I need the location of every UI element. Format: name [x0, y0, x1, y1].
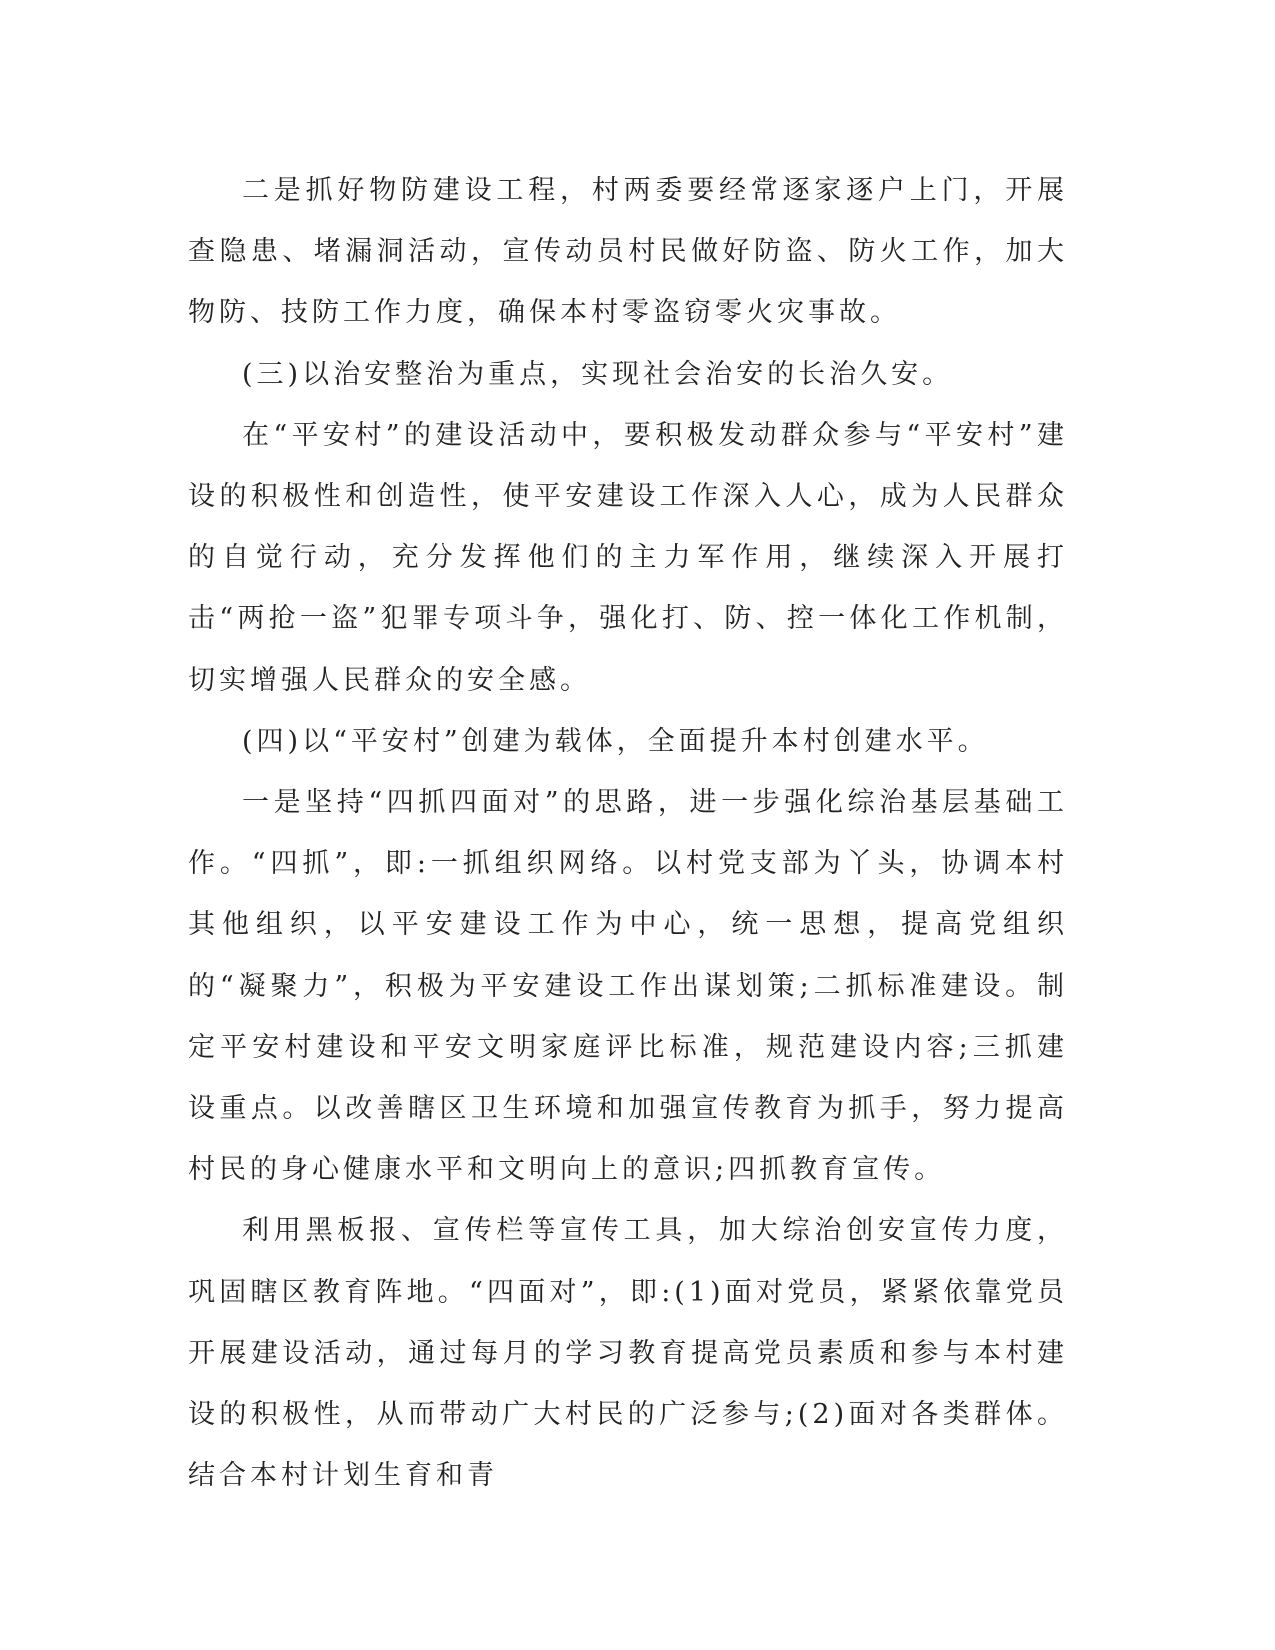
paragraph-publicity-tools: 利用黑板报、宣传栏等宣传工具，加大综治创安宣传力度，巩固瞎区教育阵地。“四面对”，即:(1)面对党员，紧紧依靠党员开展建设活动，通过每月的学习教育提高党员素质和参与本村建设的积极性，从而带动广大村民的广泛参与;(2)面对各类群体。结合本村计划生育和青 [188, 1215, 1068, 1492]
heading-section-4: (四)以“平安村”创建为载体，全面提升本村创建水平。 [242, 725, 989, 757]
paragraph-safe-village-activity: 在“平安村”的建设活动中，要积极发动群众参与“平安村”建设的积极性和创造性，使平安建设工作深入人心，成为人民群众的自觉行动，充分发挥他们的主力军作用，继续深入开展打击“两抢一盗”犯罪专项斗争，强化打、防、控一体化工作机制，切实增强人民群众的安全感。 [188, 419, 1068, 696]
paragraph-physical-defense: 二是抓好物防建设工程，村两委要经常逐家逐户上门，开展查隐患、堵漏洞活动，宣传动员村民做好防盗、防火工作，加大物防、技防工作力度，确保本村零盗窃零火灾事故。 [188, 175, 1068, 329]
heading-section-3: (三)以治安整治为重点，实现社会治安的长治久安。 [242, 358, 954, 390]
paragraph-four-grasps: 一是坚持“四抓四面对”的思路，进一步强化综治基层基础工作。“四抓”，即:一抓组织网络。以村党支部为丫头，协调本村其他组织，以平安建设工作为中心，统一思想，提高党组织的“凝聚力”，积极为平安建设工作出谋划策;二抓标准建设。制定平安村建设和平安文明家庭评比标准，规范建设内容;三抓建设重点。以改善瞎区卫生环境和加强宣传教育为抓手，努力提高村民的身心健康水平和文明向上的意识;四抓教育宣传。 [188, 787, 1068, 1186]
document-body [188, 160, 1068, 1506]
